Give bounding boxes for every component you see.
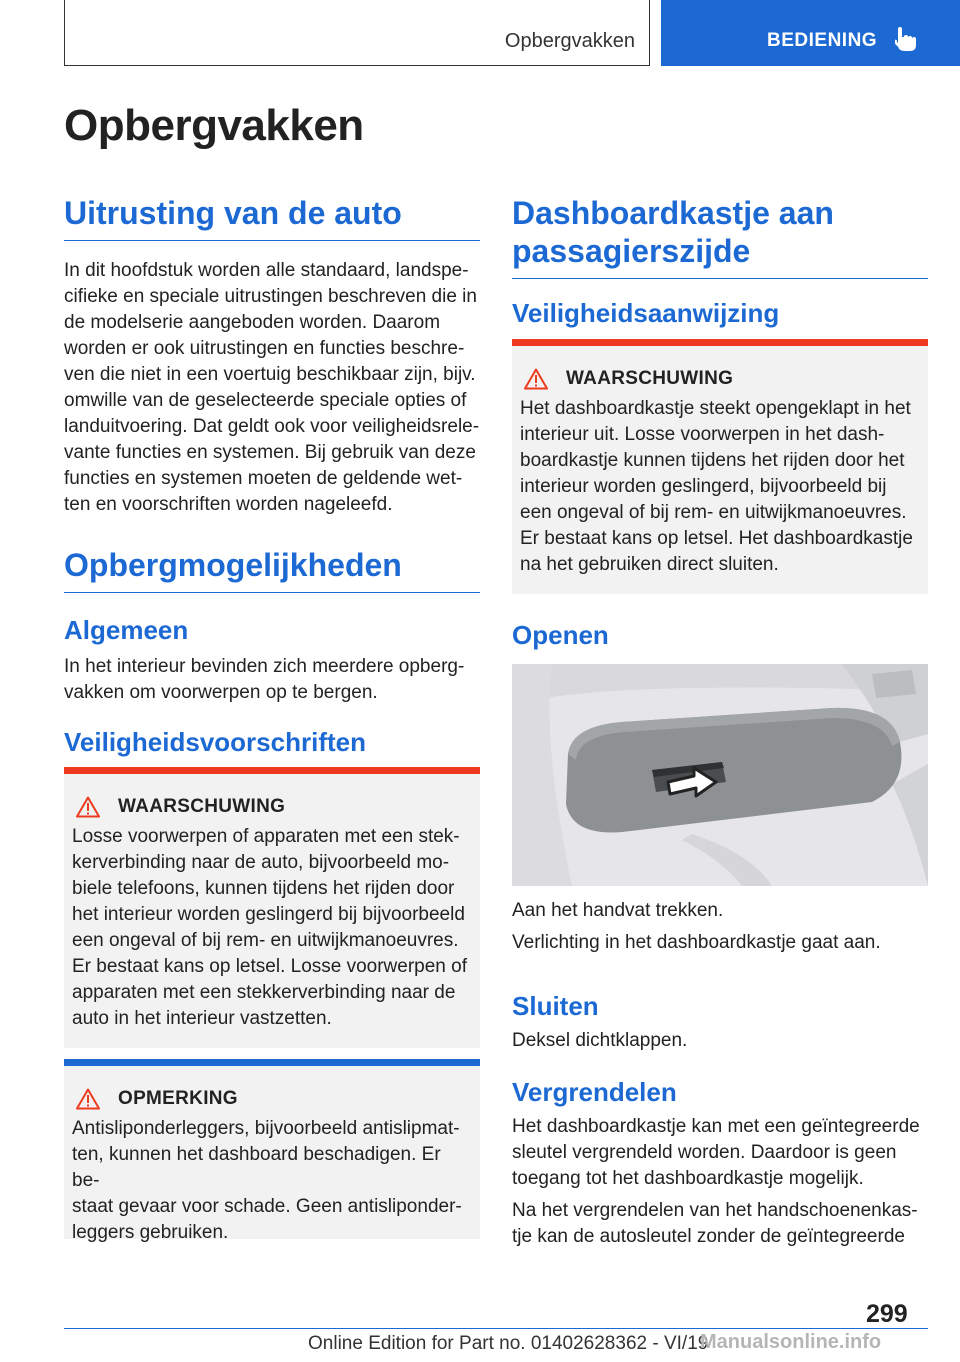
header-section-label: BEDIENING [767,30,878,51]
heading-glovebox: Dashboardkastje aan passagierszijde [512,194,928,279]
note-box-left [64,1059,480,1243]
warning-label: WAARSCHUWING [566,368,734,389]
heading-safety-note: Veiligheidsaanwijzing [512,298,780,328]
warning-triangle-icon [76,796,100,818]
warning-label: WAARSCHUWING [118,796,286,817]
warning-text: Losse voorwerpen of apparaten met een stek- kerverbinding naar de auto, bijvoorbeeld mo- biele telefoons, kunnen tijdens het rijden door het interieur worden geslingerd bij bijvoorbeeld een ongeval of bij rem- en uitwijkmanoeuvres. Er bestaat kans op letsel. Losse voorwerpen of apparaten met een stekkerverbinding naar de auto in het interieur vastzetten. [72,826,468,1029]
page-title: Opbergvakken [64,101,364,150]
warning-box-left [64,767,480,1048]
paragraph-equipment: In dit hoofdstuk worden alle standaard, landspe- cifieke en speciale uitrustingen beschreven die in de modelserie aangeboden worden. Daarom worden er ook uitrustingen en functies beschre- ven die niet in een voertuig beschikbaar zijn, bijv. omwille van de geselecteerde speciale opties of landuitvoering. Dat geldt ook voor veiligheidsrele- vante functies en systemen. Bij gebruik van deze functies en systemen moeten de geldende wet- ten en voorschriften worden nageleefd. [64,260,480,515]
footer-watermark: Manualsonline.info [700,1331,882,1353]
header-section-tab [661,0,960,66]
warning-triangle-icon [76,1088,100,1110]
paragraph-close: Deksel dichtklappen. [512,1030,688,1051]
warning-box-right [512,339,928,594]
footer-divider [64,1328,928,1329]
heading-storage: Opbergmogelijkheden [64,546,480,593]
paragraph-open-2: Verlichting in het dashboardkastje gaat aan. [512,932,881,953]
paragraph-lock-1: Het dashboardkastje kan met een geïntegreerde sleutel vergrendeld worden. Daardoor is geen toegang tot het dashboardkastje mogelijk. [512,1116,920,1189]
heading-lock: Vergrendelen [512,1077,677,1107]
paragraph-general: In het interieur bevinden zich meerdere opberg- vakken om voorwerpen op te bergen. [64,656,465,703]
heading-open: Openen [512,620,609,650]
footer-edition: Online Edition for Part no. 01402628362 - VI/19 [308,1333,709,1354]
paragraph-open-1: Aan het handvat trekken. [512,900,724,921]
heading-safety: Veiligheidsvoorschriften [64,727,366,757]
glovebox-illustration [512,664,928,886]
header-chapter-box [64,0,650,66]
heading-equipment: Uitrusting van de auto [64,194,480,241]
note-label: OPMERKING [118,1088,238,1109]
note-text: Antisliponderleggers, bijvoorbeeld antislipmat- ten, kunnen het dashboard beschadigen. Er be- staat gevaar voor schade. Geen antisliponder- leggers gebruiken. [72,1118,462,1243]
heading-general: Algemeen [64,615,189,645]
glovebox-photo [512,664,928,886]
heading-close: Sluiten [512,991,599,1021]
warning-triangle-icon [524,368,548,390]
warning-text: Het dashboardkastje steekt opengeklapt in het interieur uit. Losse voorwerpen in het dash- boardkastje kunnen tijdens het rijden door het interieur worden geslingerd, bijvoorbeeld bij een ongeval of bij rem- en uitwijkmanoeuvres. Er bestaat kans op letsel. Het dashboardkastje na het gebruiken direct sluiten. [520,398,913,575]
paragraph-lock-2: Na het vergrendelen van het handschoenenkas- tje kan de autosleutel zonder de geïntegreerde [512,1200,918,1247]
page-number: 299 [866,1300,908,1328]
header-chapter-title: Opbergvakken [504,30,635,52]
hand-pointer-icon [895,26,917,52]
